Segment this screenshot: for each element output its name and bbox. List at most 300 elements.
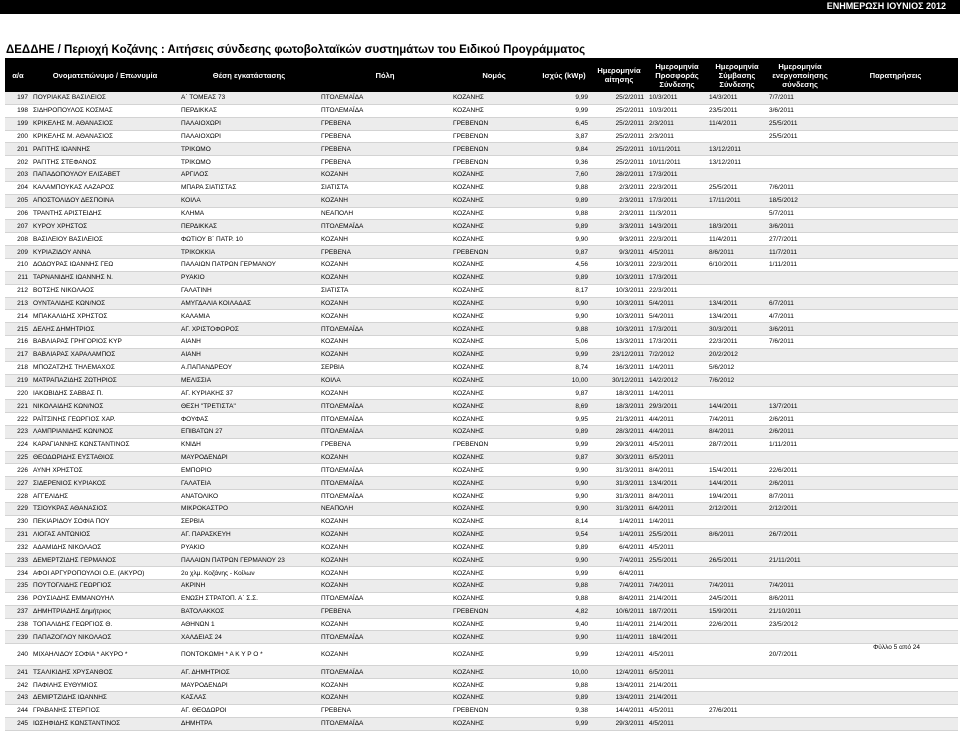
row-number-cell: 205 — [5, 194, 31, 207]
prefecture-cell: ΓΡΕΒΕΝΩΝ — [451, 117, 537, 130]
contract-date-cell — [707, 130, 767, 143]
applicant-name-cell: ΠΟΥΤΟΓΛΙΔΗΣ ΓΕΩΡΓΙΟΣ — [31, 580, 179, 593]
activation-date-cell — [767, 567, 833, 580]
applicant-name-cell: ΝΙΚΟΛΑΙΔΗΣ ΚΩΝ/ΝΟΣ — [31, 400, 179, 413]
offer-date-cell: 18/4/2011 — [647, 631, 707, 644]
power-kwp-cell: 9,88 — [537, 679, 591, 692]
prefecture-cell: ΚΟΖΑΝΗΣ — [451, 361, 537, 374]
prefecture-cell: ΚΟΖΑΝΗΣ — [451, 666, 537, 679]
table-row — [5, 503, 958, 516]
contract-date-cell: 22/3/2011 — [707, 336, 767, 349]
remarks-cell — [833, 704, 958, 717]
table-row — [5, 717, 958, 730]
contract-date-cell: 25/5/2011 — [707, 181, 767, 194]
application-date-cell: 10/3/2011 — [591, 258, 647, 271]
remarks-cell — [833, 323, 958, 336]
application-date-cell: 29/3/2011 — [591, 717, 647, 730]
city-cell: ΓΡΕΒΕΝΑ — [319, 143, 451, 156]
remarks-cell — [833, 336, 958, 349]
application-date-cell: 7/4/2011 — [591, 580, 647, 593]
application-date-cell: 28/2/2011 — [591, 169, 647, 182]
city-cell: ΚΟΖΑΝΗ — [319, 580, 451, 593]
row-number-cell: 235 — [5, 580, 31, 593]
activation-date-cell — [767, 691, 833, 704]
applicant-name-cell: ΔΕΜΙΡΤΖΙΔΗΣ ΙΩΑΝΝΗΣ — [31, 691, 179, 704]
offer-date-cell: 4/5/2011 — [647, 246, 707, 259]
remarks-cell — [833, 271, 958, 284]
city-cell: ΝΕΑΠΟΛΗ — [319, 503, 451, 516]
row-number-cell: 242 — [5, 679, 31, 692]
power-kwp-cell: 9,88 — [537, 323, 591, 336]
city-cell: ΚΟΙΛΑ — [319, 374, 451, 387]
table-row — [5, 130, 958, 143]
application-date-cell: 9/3/2011 — [591, 246, 647, 259]
column-header: Ημερομηνία Προσφοράς Σύνδεσης — [647, 58, 707, 92]
contract-date-cell — [707, 644, 767, 666]
remarks-cell — [833, 143, 958, 156]
remarks-cell — [833, 679, 958, 692]
activation-date-cell — [767, 631, 833, 644]
applicant-name-cell: ΤΡΑΝΤΗΣ ΑΡΙΣΤΕΙΔΗΣ — [31, 207, 179, 220]
contract-date-cell — [707, 631, 767, 644]
activation-date-cell: 25/5/2011 — [767, 130, 833, 143]
table-row — [5, 284, 958, 297]
row-number-cell: 213 — [5, 297, 31, 310]
offer-date-cell: 4/4/2011 — [647, 413, 707, 426]
applications-table — [5, 58, 958, 731]
table-row — [5, 413, 958, 426]
applicant-name-cell: ΑΦΟΙ ΑΡΓΥΡΟΠΟΥΛΟΙ Ο.Ε. (ΑΚΥΡΟ) — [31, 567, 179, 580]
row-number-cell: 211 — [5, 271, 31, 284]
power-kwp-cell: 9,88 — [537, 592, 591, 605]
offer-date-cell: 17/3/2011 — [647, 323, 707, 336]
offer-date-cell: 14/2/2012 — [647, 374, 707, 387]
prefecture-cell: ΚΟΖΑΝΗΣ — [451, 592, 537, 605]
row-number-cell: 197 — [5, 92, 31, 104]
row-number-cell: 208 — [5, 233, 31, 246]
application-date-cell: 13/4/2011 — [591, 691, 647, 704]
remarks-cell — [833, 361, 958, 374]
prefecture-cell: ΚΟΖΑΝΗΣ — [451, 691, 537, 704]
application-date-cell: 2/3/2011 — [591, 207, 647, 220]
prefecture-cell: ΚΟΖΑΝΗΣ — [451, 169, 537, 182]
application-date-cell: 18/3/2011 — [591, 387, 647, 400]
power-kwp-cell: 10,00 — [537, 374, 591, 387]
prefecture-cell: ΚΟΖΑΝΗΣ — [451, 541, 537, 554]
applicant-name-cell: ΤΣΙΟΥΚΡΑΣ ΑΘΑΝΑΣΙΟΣ — [31, 503, 179, 516]
offer-date-cell: 21/4/2011 — [647, 691, 707, 704]
activation-date-cell — [767, 271, 833, 284]
table-row — [5, 580, 958, 593]
installation-site-cell: ΚΟΙΛΑ — [179, 194, 319, 207]
activation-date-cell: 1/11/2011 — [767, 438, 833, 451]
applicant-name-cell: ΑΔΑΜΙΔΗΣ ΝΙΚΟΛΑΟΣ — [31, 541, 179, 554]
row-number-cell: 212 — [5, 284, 31, 297]
application-date-cell: 10/3/2011 — [591, 284, 647, 297]
installation-site-cell: ΑΙΑΝΗ — [179, 336, 319, 349]
prefecture-cell: ΚΟΖΑΝΗΣ — [451, 477, 537, 490]
remarks-cell — [833, 580, 958, 593]
activation-date-cell — [767, 451, 833, 464]
prefecture-cell: ΚΟΖΑΝΗΣ — [451, 284, 537, 297]
table-row — [5, 271, 958, 284]
offer-date-cell: 22/3/2011 — [647, 181, 707, 194]
applicant-name-cell: ΚΥΡΟΥ ΧΡΗΣΤΟΣ — [31, 220, 179, 233]
application-date-cell: 21/3/2011 — [591, 413, 647, 426]
activation-date-cell: 25/5/2011 — [767, 117, 833, 130]
application-date-cell: 10/3/2011 — [591, 271, 647, 284]
activation-date-cell — [767, 387, 833, 400]
applicant-name-cell: ΣΙΔΕΡΕΝΙΟΣ ΚΥΡΙΑΚΟΣ — [31, 477, 179, 490]
contract-date-cell: 8/6/2011 — [707, 246, 767, 259]
installation-site-cell: ΜΑΥΡΟΔΕΝΔΡΙ — [179, 451, 319, 464]
prefecture-cell: ΚΟΖΑΝΗΣ — [451, 644, 537, 666]
table-header-row — [5, 58, 958, 92]
remarks-cell — [833, 297, 958, 310]
contract-date-cell — [707, 207, 767, 220]
applicant-name-cell: ΡΟΥΣΙΑΔΗΣ ΕΜΜΑΝΟΥΗΛ — [31, 592, 179, 605]
contract-date-cell: 6/10/2011 — [707, 258, 767, 271]
table-row — [5, 220, 958, 233]
power-kwp-cell: 6,45 — [537, 117, 591, 130]
remarks-cell — [833, 567, 958, 580]
activation-date-cell — [767, 143, 833, 156]
applicant-name-cell: ΑΓΓΕΛΙΔΗΣ — [31, 490, 179, 503]
contract-date-cell — [707, 541, 767, 554]
applicant-name-cell: ΠΕΚΙΑΡΙΔΟΥ ΣΟΦΙΑ ΠΟΥ — [31, 515, 179, 528]
contract-date-cell — [707, 387, 767, 400]
applicant-name-cell: ΠΑΦΙΛΗΣ ΕΥΘΥΜΙΟΣ — [31, 679, 179, 692]
applicant-name-cell: ΔΕΛΗΣ ΔΗΜΗΤΡΙΟΣ — [31, 323, 179, 336]
applicant-name-cell: ΓΡΑΒΑΝΗΣ ΣΤΕΡΓΙΟΣ — [31, 704, 179, 717]
power-kwp-cell: 9,99 — [537, 104, 591, 117]
contract-date-cell: 26/5/2011 — [707, 554, 767, 567]
application-date-cell: 10/3/2011 — [591, 297, 647, 310]
contract-date-cell: 5/6/2012 — [707, 361, 767, 374]
prefecture-cell: ΚΟΖΑΝΗΣ — [451, 679, 537, 692]
city-cell: ΚΟΖΑΝΗ — [319, 541, 451, 554]
application-date-cell: 25/2/2011 — [591, 143, 647, 156]
city-cell: ΚΟΖΑΝΗ — [319, 644, 451, 666]
table-row — [5, 181, 958, 194]
table-row — [5, 425, 958, 438]
application-date-cell: 9/3/2011 — [591, 233, 647, 246]
city-cell: ΓΡΕΒΕΝΑ — [319, 246, 451, 259]
power-kwp-cell: 9,84 — [537, 143, 591, 156]
prefecture-cell: ΓΡΕΒΕΝΩΝ — [451, 156, 537, 169]
offer-date-cell: 5/4/2011 — [647, 297, 707, 310]
installation-site-cell: ΠΑΛΑΙΟΧΩΡΙ — [179, 117, 319, 130]
power-kwp-cell: 9,89 — [537, 220, 591, 233]
power-kwp-cell: 8,14 — [537, 515, 591, 528]
remarks-cell — [833, 528, 958, 541]
installation-site-cell: ΓΑΛΑΤΙΝΗ — [179, 284, 319, 297]
table-row — [5, 104, 958, 117]
activation-date-cell — [767, 169, 833, 182]
offer-date-cell: 25/5/2011 — [647, 554, 707, 567]
column-header: Ισχύς (kWp) — [537, 58, 591, 92]
applicant-name-cell: ΤΟΠΑΛΙΔΗΣ ΓΕΩΡΓΙΟΣ Θ. — [31, 618, 179, 631]
table-row — [5, 631, 958, 644]
application-date-cell: 13/4/2011 — [591, 679, 647, 692]
contract-date-cell: 11/4/2011 — [707, 117, 767, 130]
table-row — [5, 666, 958, 679]
prefecture-cell: ΚΟΖΑΝΗΣ — [451, 233, 537, 246]
activation-date-cell — [767, 361, 833, 374]
offer-date-cell: 14/3/2011 — [647, 220, 707, 233]
power-kwp-cell: 5,06 — [537, 336, 591, 349]
activation-date-cell — [767, 156, 833, 169]
contract-date-cell — [707, 515, 767, 528]
offer-date-cell: 4/5/2011 — [647, 644, 707, 666]
installation-site-cell: ΜΑΥΡΟΔΕΝΔΡΙ — [179, 679, 319, 692]
prefecture-cell: ΚΟΖΑΝΗΣ — [451, 220, 537, 233]
table-row — [5, 679, 958, 692]
applicant-name-cell: ΛΑΜΠΡΙΑΝΙΔΗΣ ΚΩΝ/ΝΟΣ — [31, 425, 179, 438]
table-row — [5, 387, 958, 400]
contract-date-cell — [707, 679, 767, 692]
activation-date-cell — [767, 515, 833, 528]
installation-site-cell: ΣΕΡΒΙΑ — [179, 515, 319, 528]
table-row — [5, 704, 958, 717]
installation-site-cell: ΜΙΚΡΟΚΑΣΤΡΟ — [179, 503, 319, 516]
offer-date-cell: 25/5/2011 — [647, 528, 707, 541]
remarks-cell — [833, 477, 958, 490]
row-number-cell: 210 — [5, 258, 31, 271]
power-kwp-cell: 9,90 — [537, 297, 591, 310]
remarks-cell — [833, 130, 958, 143]
remarks-cell — [833, 92, 958, 104]
contract-date-cell: 18/3/2011 — [707, 220, 767, 233]
applicant-name-cell: ΙΩΣΗΦΙΔΗΣ ΚΩΝΣΤΑΝΤΙΝΟΣ — [31, 717, 179, 730]
application-date-cell: 23/12/2011 — [591, 348, 647, 361]
offer-date-cell: 2/3/2011 — [647, 130, 707, 143]
offer-date-cell: 4/5/2011 — [647, 717, 707, 730]
application-date-cell: 2/3/2011 — [591, 194, 647, 207]
remarks-cell — [833, 592, 958, 605]
prefecture-cell: ΚΟΖΑΝΗΣ — [451, 207, 537, 220]
column-header: Θέση εγκατάστασης — [179, 58, 319, 92]
remarks-cell — [833, 374, 958, 387]
prefecture-cell: ΚΟΖΑΝΗΣ — [451, 425, 537, 438]
offer-date-cell: 11/3/2011 — [647, 207, 707, 220]
installation-site-cell: ΠΑΛΑΙΟΧΩΡΙ — [179, 130, 319, 143]
city-cell: ΚΟΖΑΝΗ — [319, 554, 451, 567]
row-number-cell: 200 — [5, 130, 31, 143]
installation-site-cell: Α.ΠΑΠΑΝΔΡΕΟΥ — [179, 361, 319, 374]
activation-date-cell: 6/7/2011 — [767, 297, 833, 310]
installation-site-cell: ΘΕΣΗ "ΤΡΕΤΙΣΤΑ" — [179, 400, 319, 413]
offer-date-cell: 7/4/2011 — [647, 580, 707, 593]
application-date-cell: 11/4/2011 — [591, 631, 647, 644]
prefecture-cell: ΚΟΖΑΝΗΣ — [451, 374, 537, 387]
applicant-name-cell: ΔΕΜΕΡΤΖΙΔΗΣ ΓΕΡΜΑΝΟΣ — [31, 554, 179, 567]
activation-date-cell: 22/6/2011 — [767, 464, 833, 477]
row-number-cell: 237 — [5, 605, 31, 618]
row-number-cell: 198 — [5, 104, 31, 117]
application-date-cell: 13/3/2011 — [591, 336, 647, 349]
activation-date-cell: 7/7/2011 — [767, 92, 833, 104]
application-date-cell: 1/4/2011 — [591, 528, 647, 541]
offer-date-cell: 10/3/2011 — [647, 104, 707, 117]
city-cell: ΚΟΖΑΝΗ — [319, 679, 451, 692]
installation-site-cell: ΓΑΛΑΤΕΙΑ — [179, 477, 319, 490]
activation-date-cell: 18/5/2012 — [767, 194, 833, 207]
power-kwp-cell: 8,69 — [537, 400, 591, 413]
installation-site-cell: ΠΕΡΔΙΚΚΑΣ — [179, 104, 319, 117]
offer-date-cell: 17/3/2011 — [647, 194, 707, 207]
power-kwp-cell: 9,99 — [537, 348, 591, 361]
power-kwp-cell: 9,38 — [537, 704, 591, 717]
row-number-cell: 226 — [5, 464, 31, 477]
activation-date-cell — [767, 717, 833, 730]
activation-date-cell — [767, 541, 833, 554]
installation-site-cell: ΡΥΑΚΙΟ — [179, 541, 319, 554]
column-header: Πόλη — [319, 58, 451, 92]
prefecture-cell: ΚΟΖΑΝΗΣ — [451, 92, 537, 104]
contract-date-cell: 20/2/2012 — [707, 348, 767, 361]
activation-date-cell: 2/6/2011 — [767, 413, 833, 426]
application-date-cell: 11/4/2011 — [591, 618, 647, 631]
row-number-cell: 222 — [5, 413, 31, 426]
activation-date-cell — [767, 704, 833, 717]
applicant-name-cell: ΤΑΡΝΑΝΙΔΗΣ ΙΩΑΝΝΗΣ Ν. — [31, 271, 179, 284]
city-cell: ΠΤΟΛΕΜΑΪΔΑ — [319, 220, 451, 233]
application-date-cell: 16/3/2011 — [591, 361, 647, 374]
table-row — [5, 691, 958, 704]
prefecture-cell: ΓΡΕΒΕΝΩΝ — [451, 438, 537, 451]
applicant-name-cell: ΒΑΒΛΙΑΡΑΣ ΧΑΡΑΛΑΜΠΟΣ — [31, 348, 179, 361]
contract-date-cell: 7/4/2011 — [707, 580, 767, 593]
offer-date-cell: 21/4/2011 — [647, 592, 707, 605]
row-number-cell: 234 — [5, 567, 31, 580]
installation-site-cell: ΔΗΜΗΤΡΑ — [179, 717, 319, 730]
offer-date-cell: 6/5/2011 — [647, 666, 707, 679]
offer-date-cell: 10/3/2011 — [647, 92, 707, 104]
prefecture-cell: ΓΡΕΒΕΝΩΝ — [451, 246, 537, 259]
row-number-cell: 230 — [5, 515, 31, 528]
activation-date-cell: 3/6/2011 — [767, 323, 833, 336]
prefecture-cell: ΚΟΖΑΝΗΣ — [451, 528, 537, 541]
remarks-cell — [833, 413, 958, 426]
contract-date-cell: 13/4/2011 — [707, 310, 767, 323]
prefecture-cell: ΚΟΖΑΝΗΣ — [451, 348, 537, 361]
remarks-cell — [833, 717, 958, 730]
offer-date-cell: 4/5/2011 — [647, 704, 707, 717]
application-date-cell: 31/3/2011 — [591, 503, 647, 516]
remarks-cell — [833, 490, 958, 503]
remarks-cell — [833, 691, 958, 704]
offer-date-cell: 13/4/2011 — [647, 477, 707, 490]
column-header: Ονοματεπώνυμο / Επωνυμία — [31, 58, 179, 92]
prefecture-cell: ΚΟΖΑΝΗΣ — [451, 297, 537, 310]
city-cell: ΓΡΕΒΕΝΑ — [319, 130, 451, 143]
activation-date-cell — [767, 374, 833, 387]
city-cell: ΚΟΖΑΝΗ — [319, 297, 451, 310]
application-date-cell: 10/3/2011 — [591, 310, 647, 323]
row-number-cell: 231 — [5, 528, 31, 541]
activation-date-cell: 8/7/2011 — [767, 490, 833, 503]
remarks-cell — [833, 464, 958, 477]
table-row — [5, 246, 958, 259]
table-row — [5, 336, 958, 349]
installation-site-cell: ΕΜΠΟΡΙΟ — [179, 464, 319, 477]
city-cell: ΚΟΖΑΝΗ — [319, 691, 451, 704]
applicant-name-cell: ΚΥΡΙΑΖΙΔΟΥ ΑΝΝΑ — [31, 246, 179, 259]
contract-date-cell: 19/4/2011 — [707, 490, 767, 503]
activation-date-cell — [767, 348, 833, 361]
applicant-name-cell: ΚΑΡΑΓΙΑΝΝΗΣ ΚΩΝΣΤΑΝΤΙΝΟΣ — [31, 438, 179, 451]
table-row — [5, 374, 958, 387]
power-kwp-cell: 9,89 — [537, 691, 591, 704]
table-row — [5, 348, 958, 361]
installation-site-cell: ΑΘΗΝΩΝ 1 — [179, 618, 319, 631]
offer-date-cell: 1/4/2011 — [647, 361, 707, 374]
table-row — [5, 541, 958, 554]
table-row — [5, 207, 958, 220]
row-number-cell: 244 — [5, 704, 31, 717]
row-number-cell: 229 — [5, 503, 31, 516]
city-cell: ΚΟΖΑΝΗ — [319, 567, 451, 580]
power-kwp-cell: 9,89 — [537, 541, 591, 554]
power-kwp-cell: 9,90 — [537, 477, 591, 490]
power-kwp-cell: 9,88 — [537, 181, 591, 194]
city-cell: ΓΡΕΒΕΝΑ — [319, 704, 451, 717]
activation-date-cell: 4/7/2011 — [767, 310, 833, 323]
page-title: ΔΕΔΔΗΕ / Περιοχή Κοζάνης : Αιτήσεις σύνδεσης φωτοβολταϊκών συστημάτων του Ειδικού Προγράμματος — [6, 44, 586, 56]
offer-date-cell: 4/4/2011 — [647, 425, 707, 438]
power-kwp-cell: 9,99 — [537, 92, 591, 104]
row-number-cell: 199 — [5, 117, 31, 130]
activation-date-cell: 26/7/2011 — [767, 528, 833, 541]
power-kwp-cell: 9,87 — [537, 451, 591, 464]
activation-date-cell: 3/6/2011 — [767, 104, 833, 117]
applicant-name-cell: ΔΗΜΗΤΡΙΑΔΗΣ Δημήτριος — [31, 605, 179, 618]
applicant-name-cell: ΔΟΔΟΥΡΑΣ ΙΩΑΝΝΗΣ ΓΕΩ — [31, 258, 179, 271]
application-date-cell: 25/2/2011 — [591, 156, 647, 169]
city-cell: ΓΡΕΒΕΝΑ — [319, 117, 451, 130]
city-cell: ΚΟΖΑΝΗ — [319, 336, 451, 349]
application-date-cell: 31/3/2011 — [591, 477, 647, 490]
contract-date-cell: 15/4/2011 — [707, 464, 767, 477]
installation-site-cell: ΑΓ. ΚΥΡΙΑΚΗΣ 37 — [179, 387, 319, 400]
prefecture-cell: ΚΟΖΑΝΗΣ — [451, 515, 537, 528]
activation-date-cell: 21/10/2011 — [767, 605, 833, 618]
city-cell: ΚΟΖΑΝΗ — [319, 618, 451, 631]
remarks-cell — [833, 104, 958, 117]
table-row — [5, 592, 958, 605]
applicant-name-cell: ΠΑΠΑΖΟΓΛΟΥ ΝΙΚΟΛΑΟΣ — [31, 631, 179, 644]
contract-date-cell — [707, 271, 767, 284]
table-row — [5, 464, 958, 477]
offer-date-cell: 8/4/2011 — [647, 464, 707, 477]
application-date-cell: 30/12/2011 — [591, 374, 647, 387]
activation-date-cell: 11/7/2011 — [767, 246, 833, 259]
contract-date-cell: 11/4/2011 — [707, 233, 767, 246]
installation-site-cell: ΠΑΛΑΙΩΝ ΠΑΤΡΩΝ ΓΕΡΜΑΝΟΥ 23 — [179, 554, 319, 567]
row-number-cell: 216 — [5, 336, 31, 349]
power-kwp-cell: 3,87 — [537, 130, 591, 143]
remarks-cell — [833, 438, 958, 451]
offer-date-cell: 4/5/2011 — [647, 438, 707, 451]
table-row — [5, 477, 958, 490]
prefecture-cell: ΚΟΖΑΝΗΣ — [451, 631, 537, 644]
applicant-name-cell: ΠΟΥΡΙΑΚΑΣ ΒΑΣΙΛΕΙΟΣ — [31, 92, 179, 104]
remarks-cell — [833, 169, 958, 182]
installation-site-cell: ΧΑΛΔΕΙΑΣ 24 — [179, 631, 319, 644]
power-kwp-cell: 9,90 — [537, 464, 591, 477]
row-number-cell: 218 — [5, 361, 31, 374]
